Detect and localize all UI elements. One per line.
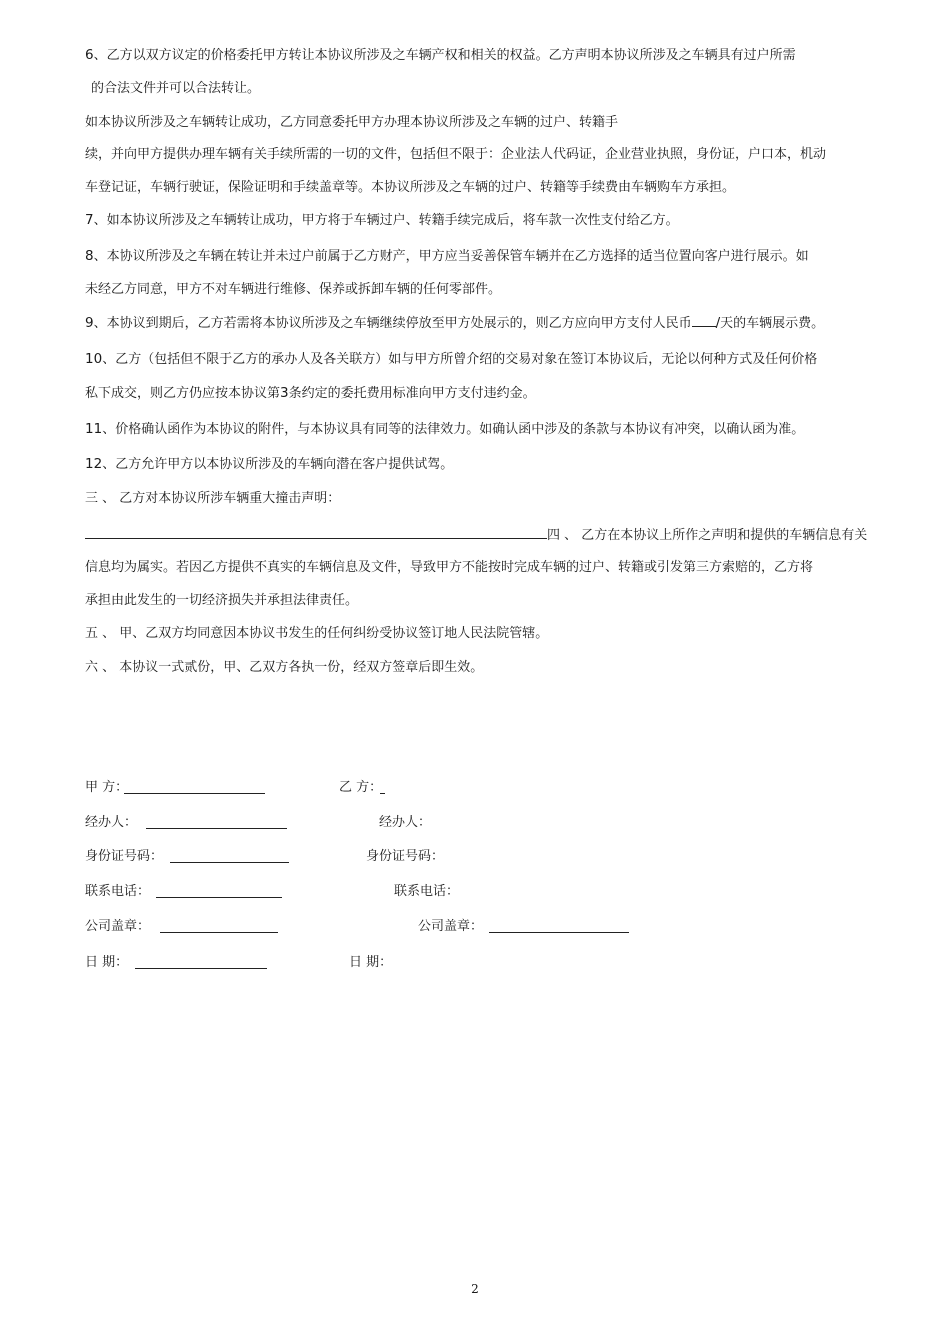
seal-a-line — [160, 932, 278, 933]
clause-7-number: 7 — [85, 212, 94, 228]
clause-6-line-3: 如本协议所涉及之车辆转让成功，乙方同意委托甲方办理本协议所涉及之车辆的过户、转籍手 — [85, 115, 619, 130]
section-3-heading: 三 、 乙方对本协议所涉车辆重大撞击声明： — [85, 491, 341, 506]
clause-8-line-1 — [85, 247, 809, 266]
id-b-label: 身份证号码： — [366, 849, 445, 864]
phone-b-label: 联系电话： — [394, 884, 460, 899]
clause-10-number: 10 — [85, 351, 103, 367]
section-5: 五 、 甲、乙双方均同意因本协议书发生的任何纠纷受协议签订地人民法院管辖。 — [85, 626, 549, 641]
clause-9-number: 9 — [85, 315, 94, 331]
clause-12-number: 12 — [85, 456, 103, 472]
page-number: 2 — [471, 1282, 479, 1296]
clause-6-line-1 — [85, 46, 796, 65]
section-4-line-3: 承担由此发生的一切经济损失并承担法律责任。 — [85, 593, 359, 608]
clause-8-line-2: 未经乙方同意，甲方不对车辆进行维修、保养或拆卸车辆的任何零部件。 — [85, 282, 502, 297]
clause-7 — [85, 211, 679, 230]
clause-10-text-1: 、乙方（包括但不限于乙方的承办人及各关联方）如与甲方所曾介绍的交易对象在签订本协议后，无论以何种方式及任何价格 — [102, 352, 818, 367]
date-a-label: 日 期： — [85, 955, 129, 970]
clause-12 — [85, 455, 453, 474]
clause-11-number: 11 — [85, 421, 103, 437]
clause-11-text: 、价格确认函作为本协议的附件，与本协议具有同等的法律效力。如确认函中涉及的条款与本协议有冲突，以确认函为准。 — [102, 422, 805, 437]
clause-10-line-1 — [85, 350, 817, 369]
clause-10-text-2b: 条约定的委托费用标准向甲方支付违约金。 — [288, 386, 536, 401]
section-4-text-1: 四 、 乙方在本协议上所作之声明和提供的车辆信息有关 — [547, 528, 868, 543]
clause-8-text-1: 、本协议所涉及之车辆在转让并未过户前属于乙方财产，甲方应当妥善保管车辆并在乙方选择的适当位置向客户进行展示。如 — [93, 249, 809, 264]
clause-6-text-1: 、乙方以双方议定的价格委托甲方转让本协议所涉及之车辆产权和相关的权益。乙方声明本协议所涉及之车辆具有过户所需 — [93, 48, 796, 63]
date-b-label: 日 期： — [349, 955, 393, 970]
collision-statement-blank — [85, 526, 547, 539]
clause-10-text-2a: 私下成交，则乙方仍应按本协议第 — [85, 386, 281, 401]
agent-a-label: 经办人： — [85, 815, 138, 830]
section-4-line-2: 信息均为属实。若因乙方提供不真实的车辆信息及文件，导致甲方不能按时完成车辆的过户、转籍或引发第三方索赔的，乙方将 — [85, 560, 814, 575]
phone-a-line — [156, 897, 282, 898]
clause-6-number: 6 — [85, 47, 94, 63]
date-a-line — [135, 968, 267, 969]
clause-9-slash: / — [715, 315, 721, 331]
seal-b-line — [489, 932, 629, 933]
party-a-label: 甲 方： — [85, 780, 129, 795]
agent-b-label: 经办人： — [379, 815, 432, 830]
clause-6-line-2: 的合法文件并可以合法转让。 — [91, 81, 261, 96]
clause-10-line-2 — [85, 384, 536, 403]
phone-a-label: 联系电话： — [85, 884, 151, 899]
id-a-line — [170, 862, 289, 863]
seal-a-label: 公司盖章： — [85, 919, 151, 934]
section-4-line-1 — [85, 526, 867, 545]
clause-6-line-4: 续，并向甲方提供办理车辆有关手续所需的一切的文件，包括但不限于：企业法人代码证，企业营业执照，身份证，户口本，机动 — [85, 147, 827, 162]
agent-a-line — [146, 828, 287, 829]
clause-9-text-post: 天的车辆展示费。 — [720, 316, 825, 331]
party-b-label: 乙 方： — [339, 780, 383, 795]
seal-b-label: 公司盖章： — [418, 919, 484, 934]
clause-10-ref-number: 3 — [280, 385, 289, 401]
clause-9-amount-blank — [692, 314, 716, 327]
clause-6-line-5: 车登记证，车辆行驶证，保险证明和手续盖章等。本协议所涉及之车辆的过户、转籍等手续费由车辆购车方承担。 — [85, 180, 736, 195]
clause-11 — [85, 420, 804, 439]
clause-7-text: 、如本协议所涉及之车辆转让成功，甲方将于车辆过户、转籍手续完成后，将车款一次性支付给乙方。 — [93, 213, 679, 228]
clause-8-number: 8 — [85, 248, 94, 264]
party-b-line — [380, 793, 385, 794]
clause-9-text-pre: 、本协议到期后，乙方若需将本协议所涉及之车辆继续停放至甲方处展示的，则乙方应向甲方支付人民币 — [93, 316, 692, 331]
section-6: 六 、 本协议一式贰份，甲、乙双方各执一份，经双方签章后即生效。 — [85, 660, 484, 675]
party-a-line — [124, 793, 265, 794]
clause-12-text: 、乙方允许甲方以本协议所涉及的车辆向潜在客户提供试驾。 — [102, 457, 454, 472]
clause-9 — [85, 314, 824, 333]
id-a-label: 身份证号码： — [85, 849, 164, 864]
